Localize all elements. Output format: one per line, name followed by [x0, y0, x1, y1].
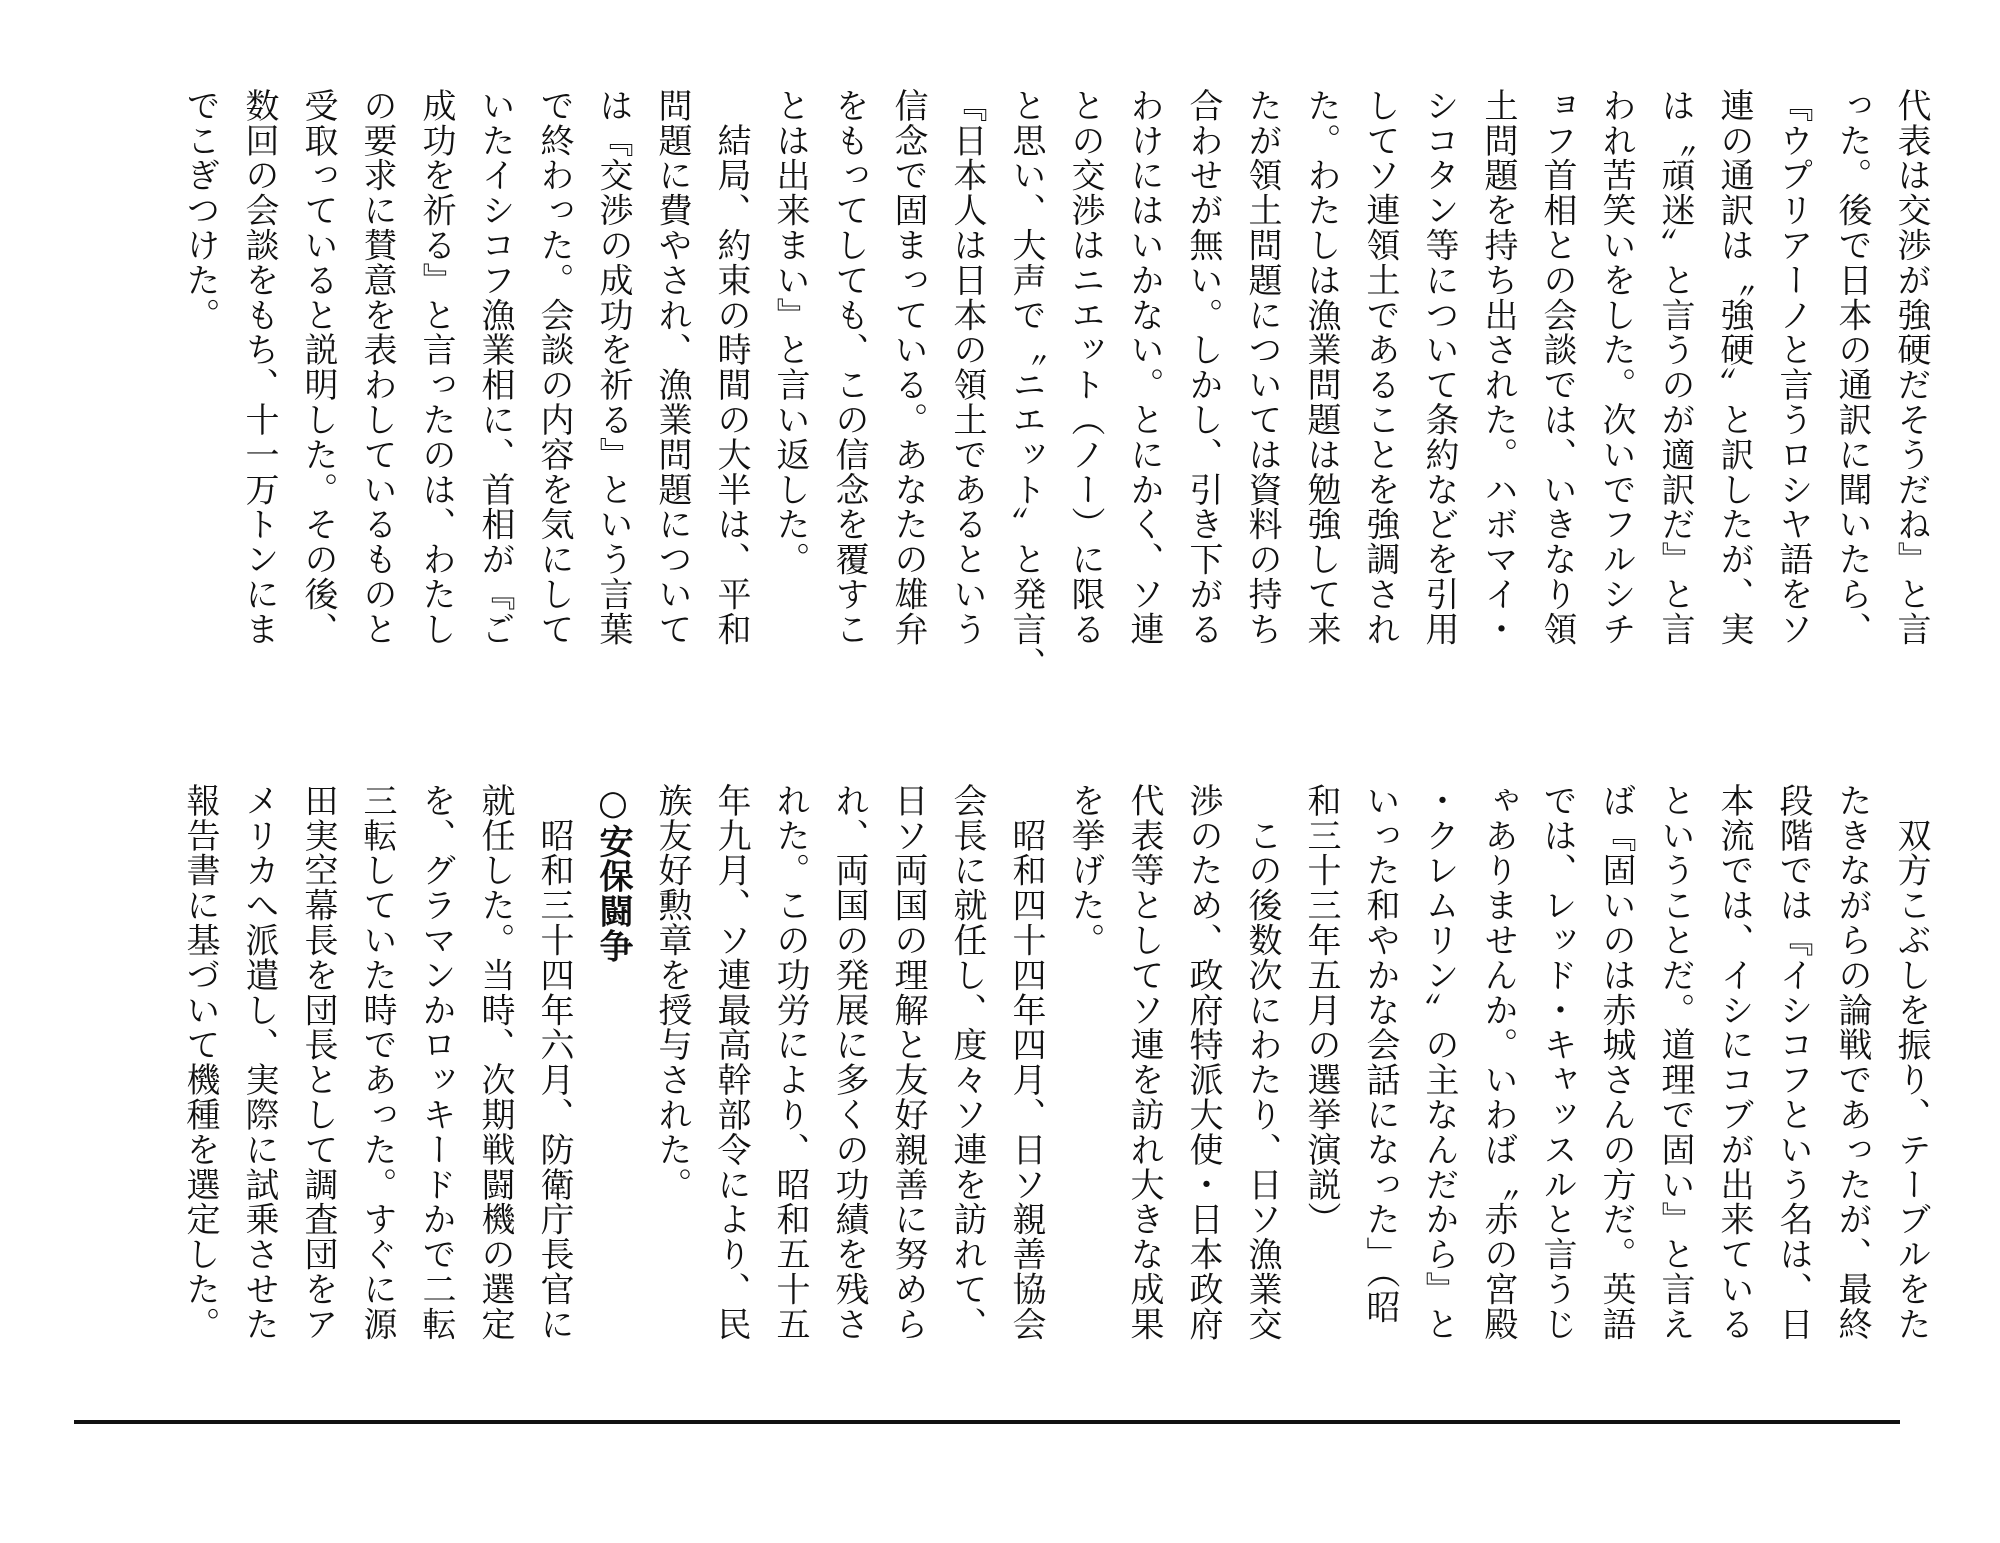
text-column-line: と思い、大声で〝ニエット〟と発言、 [1006, 88, 1046, 682]
text-column-line: いたイシコフ漁業相に、首相が『ご [475, 88, 515, 647]
text-column-line: 土問題を持ち出された。ハボマイ・ [1478, 88, 1518, 647]
text-column-line: ば『固いのは赤城さんの方だ。英語 [1596, 783, 1636, 1342]
text-column-line: 渉のため、政府特派大使・日本政府 [1183, 783, 1223, 1342]
text-column-line: 会長に就任し、度々ソ連を訪れて、 [947, 783, 987, 1342]
text-column-line: 昭和三十四年六月、防衛庁長官に [534, 783, 574, 1342]
text-column-line: 問題に費やされ、漁業問題について [652, 88, 692, 647]
text-column-line: を挙げた。 [1065, 783, 1105, 958]
section-heading-ampo-struggle: ○安保闘争 [593, 783, 633, 964]
text-column-line: 年九月、ソ連最高幹部令により、民 [711, 783, 751, 1342]
text-column-line: った。後で日本の通訳に聞いたら、 [1832, 88, 1872, 647]
text-column-line: 代表は交渉が強硬だそうだね』と言 [1891, 88, 1931, 647]
text-column-line: 三転していた時であった。すぐに源 [357, 783, 397, 1342]
text-column-line: してソ連領土であることを強調され [1360, 88, 1400, 647]
text-column-line: 田実空幕長を団長として調査団をア [298, 783, 338, 1342]
text-column-line: ・クレムリン〟の主なんだから』と [1419, 783, 1459, 1342]
upper-text-block [60, 88, 1940, 728]
text-column-line: 昭和四十四年四月、日ソ親善協会 [1006, 783, 1046, 1342]
text-column-line: を、グラマンかロッキードかで二転 [416, 783, 456, 1342]
text-column-line: 代表等としてソ連を訪れ大きな成果 [1124, 783, 1164, 1342]
text-column-line: ということだ。道理で固い』と言え [1655, 783, 1695, 1342]
text-column-line: た。わたしは漁業問題は勉強して来 [1301, 88, 1341, 647]
text-column-line: とは出来まい』と言い返した。 [770, 88, 810, 577]
text-column-line: わけにはいかない。とにかく、ソ連 [1124, 88, 1164, 647]
text-column-line: 和三十三年五月の選挙演説） [1301, 783, 1341, 1237]
text-column-line: 双方こぶしを振り、テーブルをた [1891, 783, 1931, 1342]
text-column-line: は『交渉の成功を祈る』という言葉 [593, 88, 633, 647]
text-column-line: 『日本人は日本の領土であるという [947, 88, 987, 647]
text-column-line: ョフ首相との会談では、いきなり領 [1537, 88, 1577, 647]
lower-text-block [60, 783, 1940, 1423]
text-column-line: たきながらの論戦であったが、最終 [1832, 783, 1872, 1342]
text-column-line: 就任した。当時、次期戦闘機の選定 [475, 783, 515, 1342]
text-column-line: シコタン等について条約などを引用 [1419, 88, 1459, 647]
text-column-line: われ苦笑いをした。次いでフルシチ [1596, 88, 1636, 647]
text-column-line: は〝頑迷〟と言うのが適訳だ』と言 [1655, 88, 1695, 647]
text-column-line: 本流では、イシにコブが出来ている [1714, 783, 1754, 1342]
text-column-line: 報告書に基づいて機種を選定した。 [180, 783, 220, 1342]
text-column-line: れた。この功労により、昭和五十五 [770, 783, 810, 1342]
text-column-line: たが領土問題については資料の持ち [1242, 88, 1282, 647]
text-column-line: 族友好勲章を授与された。 [652, 783, 692, 1202]
text-column-line: では、レッド・キャッスルと言うじ [1537, 783, 1577, 1342]
text-column-line: 連の通訳は〝強硬〟と訳したが、実 [1714, 88, 1754, 647]
text-column-line: 成功を祈る』と言ったのは、わたし [416, 88, 456, 647]
text-column-line: れ、両国の発展に多くの功績を残さ [829, 783, 869, 1342]
text-column-line: 段階では『イシコフという名は、日 [1773, 783, 1813, 1342]
text-column-line: でこぎつけた。 [180, 88, 220, 333]
text-column-line: 信念で固まっている。あなたの雄弁 [888, 88, 928, 647]
bottom-rule-divider [74, 1420, 1900, 1424]
text-column-line: 結局、約束の時間の大半は、平和 [711, 88, 751, 647]
text-column-line: をもってしても、この信念を覆すこ [829, 88, 869, 647]
text-column-line: ゃありませんか。いわば〝赤の宮殿 [1478, 783, 1518, 1342]
text-column-line: 合わせが無い。しかし、引き下がる [1183, 88, 1223, 647]
text-column-line: いった和やかな会話になった」（昭 [1360, 783, 1400, 1325]
text-column-line: メリカへ派遣し、実際に試乗させた [239, 783, 279, 1342]
text-column-line: で終わった。会談の内容を気にして [534, 88, 574, 647]
text-column-line: 数回の会談をもち、十一万トンにま [239, 88, 279, 647]
text-column-line: 受取っていると説明した。その後、 [298, 88, 338, 647]
text-column-line: の要求に賛意を表わしているものと [357, 88, 397, 647]
text-column-line: この後数次にわたり、日ソ漁業交 [1242, 783, 1282, 1342]
text-column-line: 日ソ両国の理解と友好親善に努めら [888, 783, 928, 1342]
text-column-line: 『ウプリアーノと言うロシヤ語をソ [1773, 88, 1813, 647]
text-column-line: との交渉はニエット（ノー）に限る [1065, 88, 1105, 647]
